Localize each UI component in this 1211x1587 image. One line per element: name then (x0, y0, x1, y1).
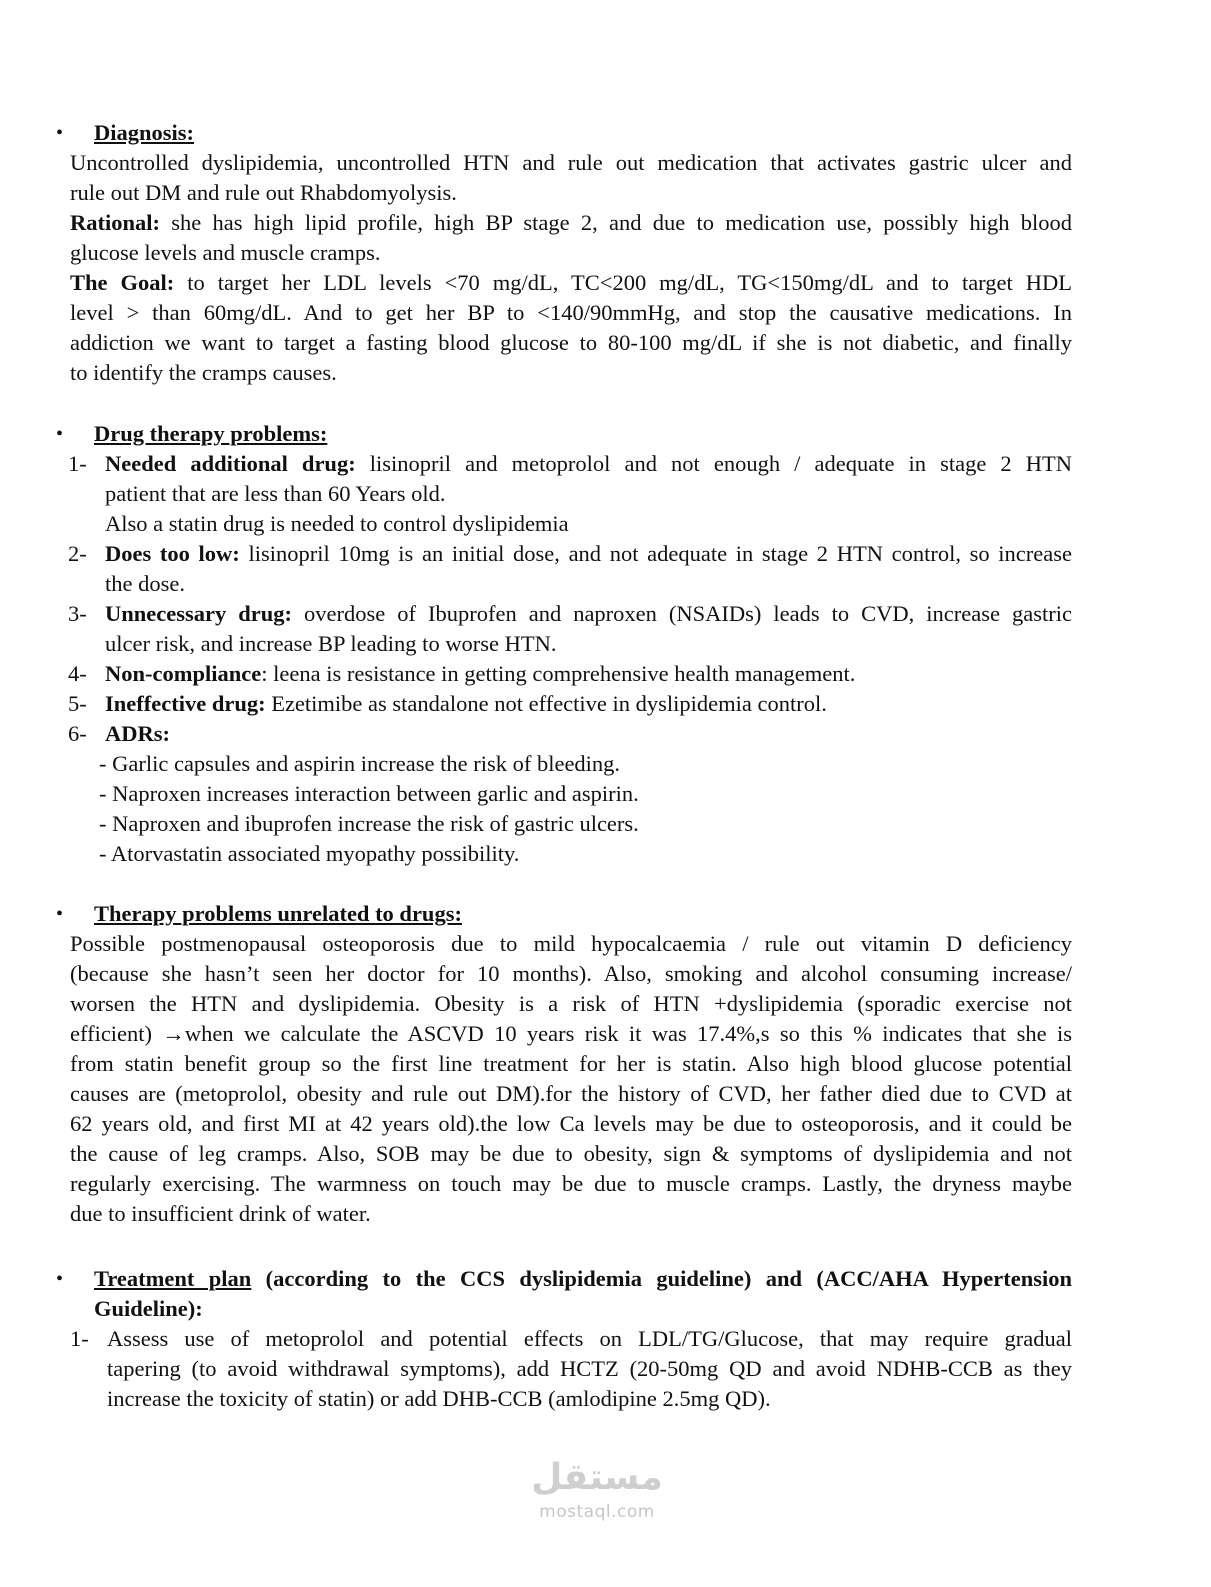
drug-therapy-problems-heading: Drug therapy problems: (94, 421, 328, 446)
list-item-text: : leena is resistance in getting comprehensive health management. (261, 661, 856, 686)
list-number: 3- (68, 601, 87, 626)
list-item-line: ulcer risk, and increase BP leading to worse HTN. (105, 631, 557, 656)
treatment-plan-heading-line (94, 1264, 1072, 1294)
diagnosis-text (70, 148, 1072, 388)
list-item (0, 449, 1211, 539)
treatment-plan-heading-line2: Guideline): (94, 1296, 203, 1321)
list-number: 5- (68, 691, 87, 716)
adr-item: - Naproxen and ibuprofen increase the risk of gastric ulcers. (99, 811, 639, 836)
list-item-text: Ezetimibe as standalone not effective in dyslipidemia control. (265, 691, 827, 716)
list-item (0, 1324, 1211, 1414)
list-item-text: lisinopril and metoprolol and not enough / adequate in stage 2 HTN (355, 451, 1072, 476)
list-item-line (105, 719, 1072, 749)
list-number: 4- (68, 661, 87, 686)
list-number: 1- (70, 1326, 89, 1351)
list-item-line: Assess use of metoprolol and potential effects on LDL/TG/Glucose, that may require gradual (107, 1326, 1072, 1351)
list-item-line: patient that are less than 60 Years old. (105, 481, 446, 506)
watermark-logo: مستقل (531, 1457, 663, 1498)
paragraph-line: 62 years old, and first MI at 42 years old).the low Ca levels may be due to osteoporosis, and it could be (70, 1111, 1072, 1136)
bullet-icon: • (56, 122, 64, 144)
list-item-line (105, 539, 1072, 569)
rational-text: she has high lipid profile, high BP stage 2, and due to medication use, possibly high blood (160, 210, 1072, 235)
list-number: 6- (68, 721, 87, 746)
list-item-label: Unnecessary drug: (105, 601, 292, 626)
list-item-line (105, 599, 1072, 629)
goal-line: level > than 60mg/dL. And to get her BP to <140/90mmHg, and stop the causative medications. In (70, 300, 1072, 325)
adr-item: - Atorvastatin associated myopathy possibility. (99, 841, 520, 866)
list-item-label: Non-compliance (105, 661, 262, 686)
list-item-label: Ineffective drug: (105, 691, 266, 716)
list-item (0, 539, 1211, 599)
paragraph-line: efficient) →when we calculate the ASCVD 10 years risk it was 17.4%,s so this % indicates that she is (70, 1021, 1072, 1046)
list-item-line: Also a statin drug is needed to control dyslipidemia (105, 511, 569, 536)
goal-line (70, 268, 1072, 298)
mostaql-watermark (522, 1455, 672, 1537)
list-item-line: tapering (to avoid withdrawal symptoms), add HCTZ (20-50mg QD and avoid NDHB-CCB as they (107, 1356, 1072, 1381)
paragraph-line: worsen the HTN and dyslipidemia. Obesity is a risk of HTN +dyslipidemia (sporadic exercise not (70, 991, 1072, 1016)
goal-line: to identify the cramps causes. (70, 360, 337, 385)
diagnosis-line: Uncontrolled dyslipidemia, uncontrolled HTN and rule out medication that activates gastric ulcer and (70, 150, 1072, 175)
list-item-label: Needed additional drug: (105, 451, 356, 476)
drug-therapy-problems-list (0, 449, 1211, 869)
list-item (0, 719, 1211, 749)
list-number: 1- (68, 451, 87, 476)
paragraph-line: regularly exercising. The warmness on touch may be due to muscle cramps. Lastly, the dryness maybe (70, 1171, 1072, 1196)
adr-item: - Garlic capsules and aspirin increase the risk of bleeding. (99, 751, 621, 776)
list-item-line (105, 689, 1072, 719)
bullet-icon: • (56, 423, 64, 445)
goal-label: The Goal: (70, 270, 175, 295)
list-number: 2- (68, 541, 87, 566)
treatment-plan-section (0, 1264, 1211, 1414)
list-item-label: Does too low: (105, 541, 240, 566)
treatment-plan-heading: Treatment plan (94, 1266, 252, 1291)
paragraph-line: causes are (metoprolol, obesity and rule out DM).for the history of CVD, her father died due to CVD at (70, 1081, 1072, 1106)
adr-item: - Naproxen increases interaction between garlic and aspirin. (99, 781, 639, 806)
list-item (0, 659, 1211, 689)
paragraph-line: the cause of leg cramps. Also, SOB may be due to obesity, sign & symptoms of dyslipidemia and not (70, 1141, 1072, 1166)
paragraph-line: due to insufficient drink of water. (70, 1201, 371, 1226)
list-item (0, 689, 1211, 719)
goal-text: to target her LDL levels <70 mg/dL, TC<200 mg/dL, TG<150mg/dL and to target HDL (174, 270, 1072, 295)
list-item (0, 599, 1211, 659)
diagnosis-line: rule out DM and rule out Rhabdomyolysis. (70, 180, 457, 205)
list-item-line (105, 449, 1072, 479)
list-item-line: increase the toxicity of statin) or add DHB-CCB (amlodipine 2.5mg QD). (107, 1386, 771, 1411)
paragraph-line: from statin benefit group so the first line treatment for her is statin. Also high blood glucose potential (70, 1051, 1072, 1076)
unrelated-problems-heading: Therapy problems unrelated to drugs: (94, 901, 462, 926)
unrelated-problems-text (70, 929, 1072, 1229)
unrelated-problems-section (0, 899, 1211, 1229)
paragraph-line: (because she hasn’t seen her doctor for 10 months). Also, smoking and alcohol consuming increase/ (70, 961, 1072, 986)
diagnosis-section (0, 118, 1211, 388)
diagnosis-heading: Diagnosis: (94, 120, 195, 145)
goal-line: addiction we want to target a fasting blood glucose to 80-100 mg/dL if she is not diabetic, and finally (70, 330, 1072, 355)
rational-label: Rational: (70, 210, 160, 235)
bullet-icon: • (56, 903, 64, 925)
watermark-url: mostaql.com (539, 1502, 655, 1522)
list-item-line: the dose. (105, 571, 185, 596)
rational-line: glucose levels and muscle cramps. (70, 240, 381, 265)
list-item-text: overdose of Ibuprofen and naproxen (NSAIDs) leads to CVD, increase gastric (292, 601, 1072, 626)
bullet-icon: • (56, 1268, 64, 1290)
treatment-plan-heading-rest: (according to the CCS dyslipidemia guideline) and (ACC/AHA Hypertension (251, 1266, 1072, 1291)
rational-line (70, 208, 1072, 238)
drug-therapy-problems-section (0, 419, 1211, 869)
list-item-label: ADRs: (105, 721, 170, 746)
list-item-line (105, 659, 1072, 689)
list-item-text: lisinopril 10mg is an initial dose, and not adequate in stage 2 HTN control, so increase (239, 541, 1072, 566)
paragraph-line: Possible postmenopausal osteoporosis due to mild hypocalcaemia / rule out vitamin D deficiency (70, 931, 1072, 956)
